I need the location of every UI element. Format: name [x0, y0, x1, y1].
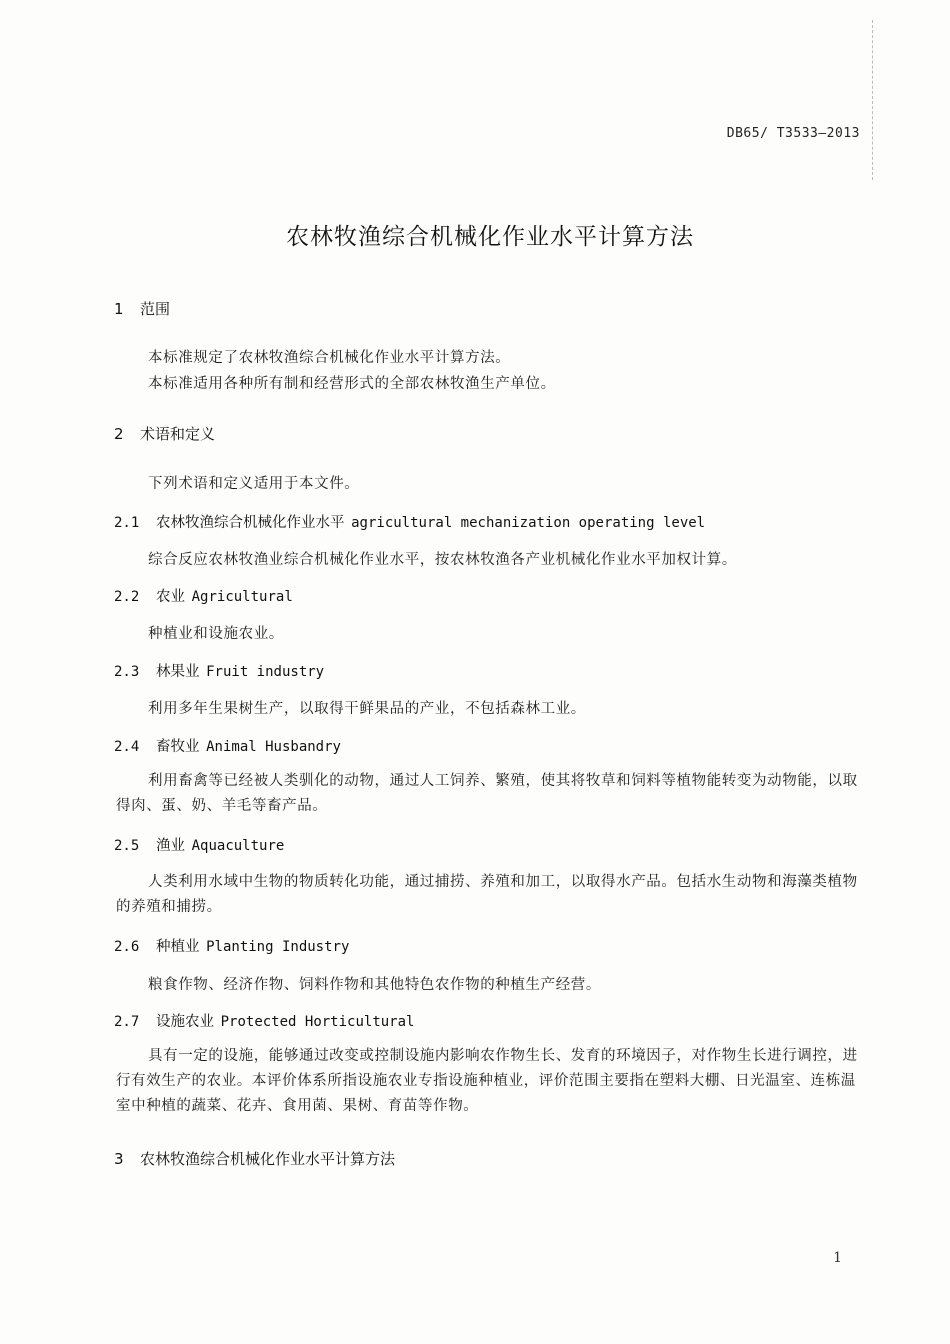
term-zh: 畜牧业 — [156, 739, 200, 755]
section-heading-terms — [114, 423, 215, 444]
term-zh: 农林牧渔综合机械化作业水平 — [156, 515, 345, 531]
terms-intro: 下列术语和定义适用于本文件。 — [148, 476, 360, 492]
term-heading-2-3 — [114, 660, 324, 681]
term-definition-2-5: 人类利用水域中生物的物质转化功能，通过捕捞、养殖和加工，以取得水产品。包括水生动物和海藻类植物的养殖和捕捞。 — [116, 874, 858, 915]
section-title: 范围 — [140, 300, 171, 318]
term-heading-2-4 — [114, 735, 341, 756]
term-definition-2-6: 粮食作物、经济作物、饲料作物和其他特色农作物的种植生产经营。 — [148, 977, 601, 993]
term-en: Agricultural — [191, 589, 293, 605]
term-definition-2-4: 利用畜禽等已经被人类驯化的动物，通过人工饲养、繁殖，使其将牧草和饲料等植物能转变为动物能，以取得肉、蛋、奶、羊毛等畜产品。 — [116, 773, 858, 814]
term-zh: 设施农业 — [156, 1014, 214, 1030]
section-title: 农林牧渔综合机械化作业水平计算方法 — [140, 1150, 396, 1168]
term-number: 2.7 — [114, 1014, 140, 1030]
document-title: 农林牧渔综合机械化作业水平计算方法 — [286, 224, 694, 250]
term-number: 2.2 — [114, 589, 140, 605]
term-zh: 渔业 — [156, 838, 185, 854]
section-heading-calculation — [114, 1148, 395, 1169]
term-definition-2-2: 种植业和设施农业。 — [148, 626, 284, 642]
section-number: 1 — [114, 300, 124, 318]
scan-edge-mark — [872, 20, 874, 180]
section-number: 2 — [114, 425, 124, 443]
term-definition-2-1: 综合反应农林牧渔业综合机械化作业水平，按农林牧渔各产业机械化作业水平加权计算。 — [148, 552, 737, 568]
section-number: 3 — [114, 1150, 124, 1168]
term-en: Fruit industry — [206, 664, 325, 680]
term-number: 2.1 — [114, 515, 140, 531]
term-zh: 林果业 — [156, 664, 200, 680]
term-en: agricultural mechanization operating level — [351, 515, 706, 531]
term-en: Aquaculture — [191, 838, 285, 854]
term-number: 2.6 — [114, 939, 140, 955]
scope-line-2: 本标准适用各种所有制和经营形式的全部农林牧渔生产单位。 — [148, 376, 556, 392]
section-heading-scope — [114, 298, 170, 319]
term-number: 2.4 — [114, 739, 140, 755]
term-zh: 农业 — [156, 589, 185, 605]
page-number: 1 — [833, 1250, 842, 1266]
term-number: 2.3 — [114, 664, 140, 680]
term-heading-2-5 — [114, 834, 284, 855]
term-definition-2-3: 利用多年生果树生产，以取得干鲜果品的产业，不包括森林工业。 — [148, 701, 586, 717]
term-en: Animal Husbandry — [206, 739, 341, 755]
term-heading-2-2 — [114, 585, 293, 606]
term-en: Protected Horticultural — [220, 1014, 415, 1030]
term-en: Planting Industry — [206, 939, 350, 955]
term-number: 2.5 — [114, 838, 140, 854]
document-id: DB65/ T3533—2013 — [726, 126, 860, 141]
term-heading-2-1 — [114, 511, 705, 532]
term-zh: 种植业 — [156, 939, 200, 955]
scope-line-1: 本标准规定了农林牧渔综合机械化作业水平计算方法。 — [148, 350, 511, 366]
section-title: 术语和定义 — [140, 425, 216, 443]
term-heading-2-6 — [114, 935, 349, 956]
term-definition-2-7: 具有一定的设施，能够通过改变或控制设施内影响农作物生长、发育的环境因子，对作物生长进行调控，进行有效生产的农业。本评价体系所指设施农业专指设施种植业，评价范围主要指在塑料大棚、日光温室、连栋温室中种植的蔬菜、花卉、食用菌、果树、育苗等作物。 — [116, 1048, 858, 1114]
term-heading-2-7 — [114, 1010, 414, 1031]
